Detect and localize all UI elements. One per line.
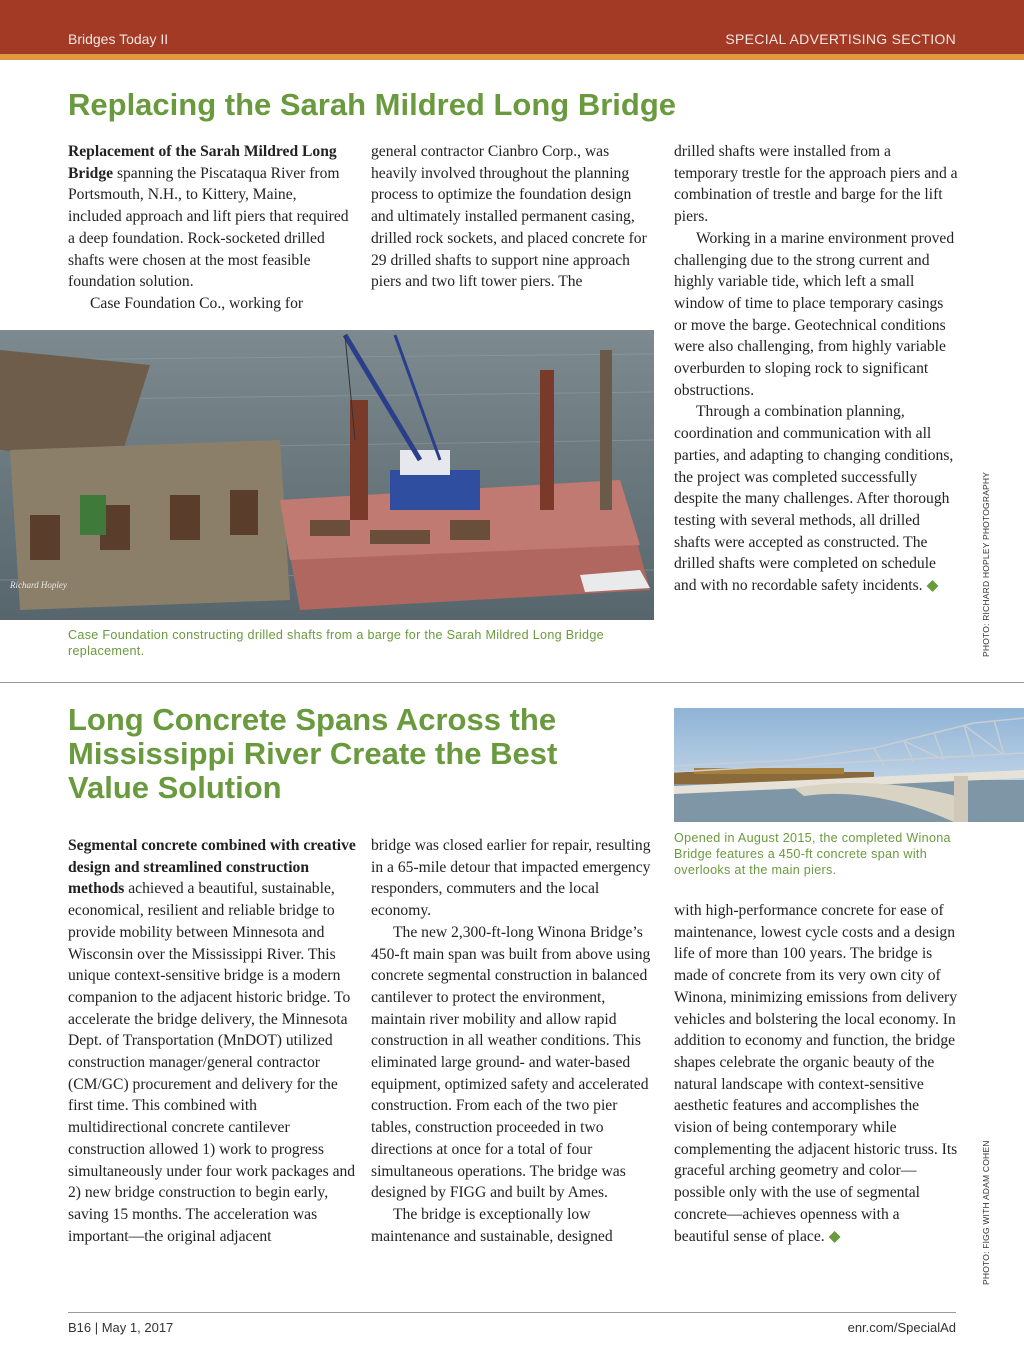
article1-column-3: [674, 141, 958, 597]
article1-column-2: [371, 141, 655, 293]
article1-col2-paragraph: general contractor Cianbro Corp., was heavily involved throughout the planning process to optimize the foundation design and ultimately installed permanent casing, drilled rock sockets, and placed concrete for 29 drilled shafts to support nine approach piers and two lift tower piers. The: [371, 143, 647, 291]
article2-lead-bold: Segmental concrete combined with creative design and streamlined construction methods: [68, 837, 356, 898]
article1-lead-text: spanning the Piscataqua River from Portsmouth, N.H., to Kittery, Maine, included approach and lift piers that required a deep foundation. Rock-socketed drilled shafts were chosen at the most feasible foundation solution.: [68, 164, 349, 291]
section-divider: [0, 682, 1024, 683]
article2-photo-caption: Opened in August 2015, the completed Winona Bridge features a 450-ft concrete span with overlooks at the main piers.: [674, 831, 951, 877]
article2-col2-paragraph-3: The bridge is exceptionally low maintenance and sustainable, designed: [371, 1205, 613, 1245]
article2-col3-paragraph: with high-performance concrete for ease of maintenance, lowest cycle costs and a design life of more than 100 years. The bridge is made of concrete from its very own city of Winona, minimizing emissions from delivery vehicles and bolstering the local economy. In addition to economy and function, the bridge shapes celebrate the organic beauty of the natural landscape with context-sensitive aesthetic features and accomplishes the vision of being contemporary while complementing the adjacent historic truss. Its graceful arching geometry and color—possible only with the use of segmental concrete—achieves openness with a beautiful sense of place.: [674, 902, 958, 1245]
page-number-date: B16 | May 1, 2017: [68, 1320, 174, 1335]
article2-lead-text: achieved a beautiful, sustainable, economical, resilient and reliable bridge to provide mobility between Minnesota and Wisconsin over the Mississippi River. This unique context-sensitive bridge is a modern companion to the adjacent historic bridge. To accelerate the bridge delivery, the Minnesota Dept. of Transportation (MnDOT) utilized construction manager/general contractor (CM/GC) procurement and delivery for the first time. This combined with multidirectional concrete cantilever construction allowed 1) work to progress simultaneously under four work packages and 2) new bridge construction to begin early, saving 15 months. The acceleration was important—the original adjacent: [68, 880, 356, 1245]
barge-construction-photo: [0, 330, 654, 620]
header-accent-stripe: [0, 54, 1024, 60]
footer-url: enr.com/SpecialAd: [847, 1320, 956, 1335]
barge-photo-illustration: [0, 330, 654, 620]
publication-name: Bridges Today II: [68, 31, 169, 47]
article1-col1-paragraph: Case Foundation Co., working for: [90, 294, 304, 312]
article2-column-3: [674, 900, 958, 1247]
article2-photo-credit: PHOTO: FIGG WITH ADAM COHEN: [981, 1140, 991, 1285]
end-diamond-icon: ◆: [926, 577, 939, 595]
winona-bridge-illustration: [674, 708, 1024, 822]
article2-col2-paragraph-1: bridge was closed earlier for repair, resulting in a 65-mile detour that impacted emergency responders, commuters and the local economy.: [371, 837, 651, 920]
article2-title: Long Concrete Spans Across the Mississippi River Create the Best Value Solution: [68, 702, 558, 805]
photo-signature: Richard Hopley: [10, 580, 67, 590]
article2-col2-paragraph-2: The new 2,300-ft-long Winona Bridge’s 450-ft main span was built from above using concrete segmental construction in balanced cantilever to protect the environment, maintain river mobility and allow rapid construction in all weather conditions. This eliminated large ground- and water-based equipment, optimized safety and accelerated construction. From each of the two pier tables, construction proceeded in two directions at once for a total of four simultaneous operations. The bridge was designed by FIGG and built by Ames.: [371, 923, 651, 1202]
article1-photo-caption: Case Foundation constructing drilled shafts from a barge for the Sarah Mildred Long Bridge replacement.: [68, 628, 604, 658]
article2-column-1: [68, 835, 358, 1247]
article1-column-1: [68, 141, 352, 315]
article1-col3-paragraph-3: Through a combination planning, coordination and communication with all parties, and adapting to changing conditions, the project was completed successfully despite the many challenges. After thorough testing with several methods, all drilled shafts were accepted as constructed. The drilled shafts were completed on schedule and with no recordable safety incidents.: [674, 403, 954, 595]
article1-lead-bold: Replacement of the Sarah Mildred Long Bridge: [68, 143, 337, 182]
article2-column-2: [371, 835, 655, 1247]
end-diamond-icon: ◆: [828, 1227, 841, 1245]
section-label: SPECIAL ADVERTISING SECTION: [725, 31, 956, 47]
article1-photo-credit: PHOTO: RICHARD HOPLEY PHOTOGRAPHY: [981, 471, 991, 657]
article1-col3-paragraph-1: drilled shafts were installed from a temporary trestle for the approach piers and a combination of trestle and barge for the lift piers.: [674, 143, 958, 226]
article1-title: Replacing the Sarah Mildred Long Bridge: [68, 87, 677, 122]
footer-rule: [68, 1312, 956, 1313]
article1-col3-paragraph-2: Working in a marine environment proved challenging due to the strong current and highly variable tide, which left a small window of time to place temporary casings or move the barge. Geotechnical conditions were also challenging, from highly variable overburden to sloping rock to significant obstructions.: [674, 229, 955, 399]
winona-bridge-photo: [674, 708, 1024, 822]
